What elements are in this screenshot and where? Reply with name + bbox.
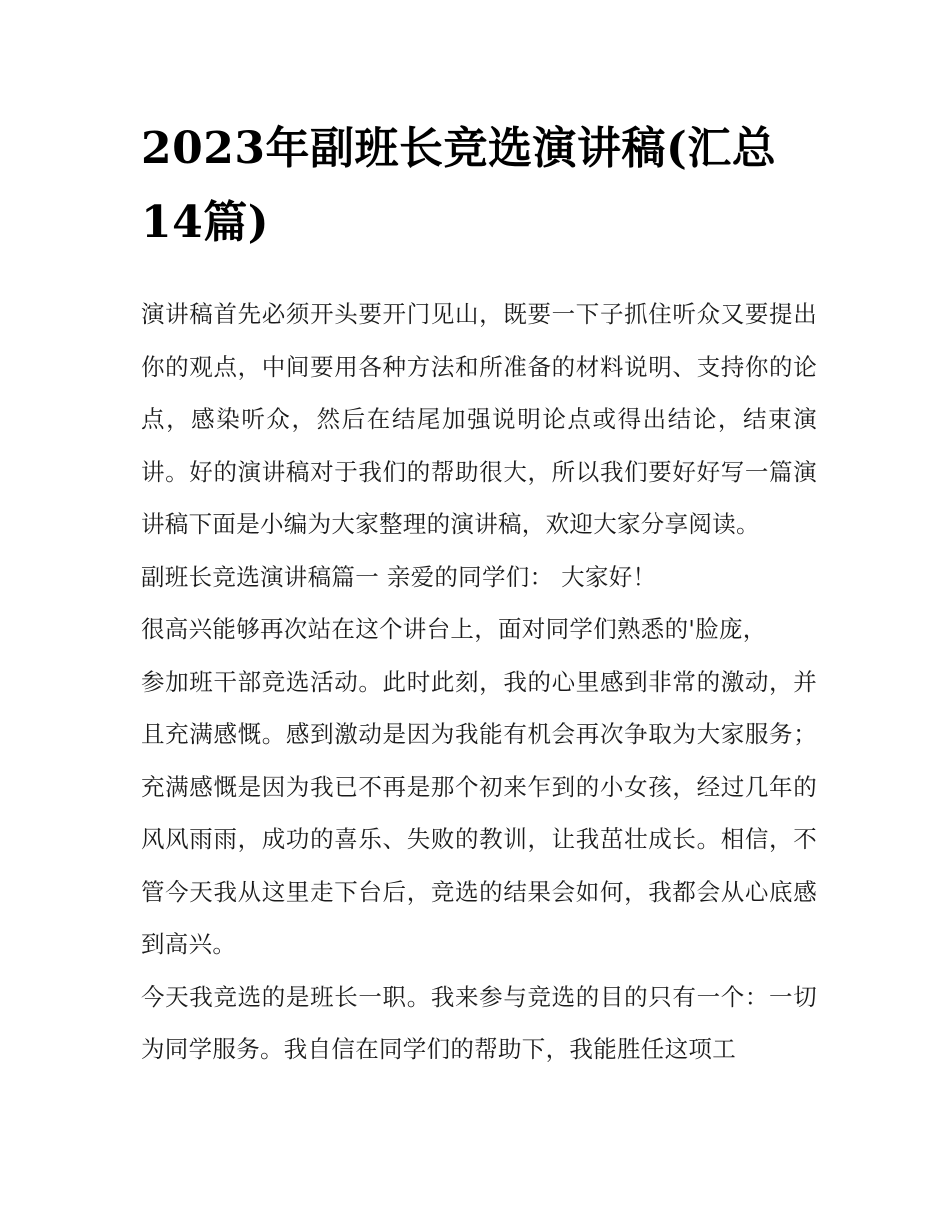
paragraph-feelings: 参加班干部竞选活动。此时此刻，我的心里感到非常的激动，并且充满感慨。感到激动是因为我能有机会再次争取为大家服务；充满感慨是因为我已不再是那个初来乍到的小女孩，经过几年的风风雨雨，成功的喜乐、失败的教训，让我茁壮成长。相信，不管今天我从这里走下台后，竞选的结果会如何，我都会从心底感到高兴。 [141, 667, 817, 958]
paragraph-intro: 演讲稿首先必须开头要开门见山，既要一下子抓住听众又要提出你的观点，中间要用各种方法和所准备的材料说明、支持你的论点，感染听众，然后在结尾加强说明论点或得出结论，结束演讲。好的演讲稿对于我们的帮助很大，所以我们要好好写一篇演讲稿下面是小编为大家整理的演讲稿，欢迎大家分享阅读。 [141, 300, 817, 538]
document-title: 2023年副班长竞选演讲稿(汇总14篇) [141, 123, 777, 248]
document-body [141, 288, 817, 1076]
paragraph-greeting: 副班长竞选演讲稿篇一 亲爱的同学们： 大家好！ [141, 562, 657, 591]
document-content [141, 112, 817, 1076]
paragraph-opening: 很高兴能够再次站在这个讲台上，面对同学们熟悉的'脸庞， [141, 615, 767, 643]
paragraph-position: 今天我竞选的是班长一职。我来参与竞选的目的只有一个：一切为同学服务。我自信在同学们的帮助下，我能胜任这项工 [141, 982, 817, 1063]
